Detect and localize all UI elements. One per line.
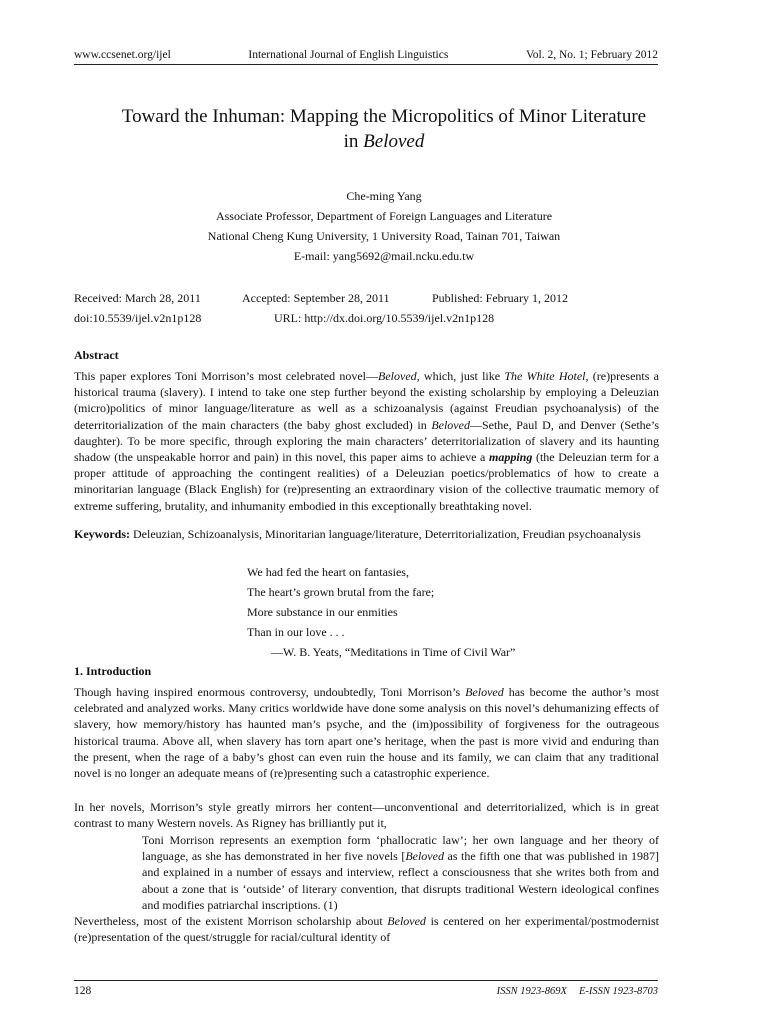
author-address: National Cheng Kung University, 1 University Road, Tainan 701, Taiwan xyxy=(207,229,561,243)
received-date: Received: March 28, 2011 xyxy=(74,291,201,305)
published-date: Published: February 1, 2012 xyxy=(432,291,568,305)
section-heading-introduction: 1. Introduction xyxy=(74,664,152,678)
issn: ISSN 1923-869X xyxy=(496,986,567,997)
journal-site-link[interactable]: www.ccsenet.org/ijel xyxy=(74,49,171,61)
intro-paragraph-2: In her novels, Morrison’s style greatly mirrors her content—unconventional and deterritorialized, which is in great contrast to many Western novels. As Rigney has brilliantly put it, xyxy=(74,800,659,831)
keywords-list: Deleuzian, Schizoanalysis, Minoritarian language/literature, Deterritorialization, Freudian psychoanalysis xyxy=(130,527,641,541)
author-position: Associate Professor, Department of Foreign Languages and Literature xyxy=(215,209,553,223)
title-italic-beloved: Beloved xyxy=(363,131,425,152)
page-number: 128 xyxy=(74,985,92,997)
abstract-text: This paper explores Toni Morrison’s most celebrated novel—Beloved, which, just like The White Hotel, (re)presents a historical trauma (slavery). I intend to take one step further beyond the existing scholarship by employing a Deleuzian (micro)politics of minor language/literature as well as a schizoanalysis (against Freudian psychoanalysis) of the deterritorialization of the main characters (the baby ghost excluded) in Beloved—Sethe, Paul D, and Denver (Sethe’s daughter). To be more specific, through exploring the main characters’ deterritorialization of slavery and its haunting shadow (the unspeakable horror and pain) in this novel, this paper aims to achieve a mapping (the Deleuzian term for a proper attitude of approaching the contingent realities) of a Deleuzian poetics/problematics of how to create a minoritarian language (Black English) for (re)presenting an extraordinary vision of the collective traumatic memory of extreme suffering, brutality, and inhumanity embodied in this exceptionally breathtaking novel. xyxy=(74,369,659,513)
publication-dates xyxy=(74,288,658,328)
epigraph-line: More substance in our enmities xyxy=(247,605,398,619)
title-prefix: in xyxy=(343,131,364,152)
running-footer xyxy=(74,980,658,997)
abstract-heading: Abstract xyxy=(74,348,119,362)
issn-info xyxy=(485,986,658,997)
author-name: Che-ming Yang xyxy=(346,189,422,203)
article-title xyxy=(60,104,708,154)
epigraph-line: Than in our love . . . xyxy=(247,625,345,639)
doi-url-link[interactable]: URL: http://dx.doi.org/10.5539/ijel.v2n1p128 xyxy=(274,311,495,325)
keywords-label: Keywords: xyxy=(74,527,130,541)
epigraph-citation: —W. B. Yeats, “Meditations in Time of Civil War” xyxy=(271,645,516,659)
title-line-2 xyxy=(60,129,708,154)
block-quote: Toni Morrison represents an exemption form ‘phallocratic law’; her own language and her theory of language, as she has demonstrated in her five novels [Beloved as the fifth one that was published in 1987] and explained in a number of essays and interview, reflect a consciousness that she writes both from and about a zone that is ‘outside’ of literary convention, that disrupts traditional Western ideological confines and modifies patriarchal inscriptions. (1) xyxy=(142,833,659,912)
intro-paragraph-1: Though having inspired enormous controversy, undoubtedly, Toni Morrison’s Beloved has become the author’s most celebrated and analyzed works. Many critics worldwide have done some analysis on this novel’s dehumanizing effects of slavery, how memory/history has haunted man’s psyche, and the (im)possibility of forgiveness for the outrageous historical trauma. Above all, when slavery has torn apart one’s heritage, when the past is more vivid and enduring than the present, when the rage of a baby’s ghost can even ruin the house and its family, we can claim that any traditional novel is no longer an adequate means of (re)presenting such a catastrophic experience. xyxy=(74,685,659,781)
title-line-1: Toward the Inhuman: Mapping the Micropolitics of Minor Literature xyxy=(121,106,647,127)
eissn: E-ISSN 1923-8703 xyxy=(578,986,658,997)
running-header xyxy=(74,49,658,65)
journal-name: International Journal of English Linguistics xyxy=(248,49,449,61)
epigraph-line: The heart’s grown brutal from the fare; xyxy=(247,585,435,599)
epigraph-line: We had fed the heart on fantasies, xyxy=(247,565,409,579)
doi: doi:10.5539/ijel.v2n1p128 xyxy=(74,311,202,325)
keywords xyxy=(74,526,659,542)
author-block xyxy=(74,186,694,266)
author-email[interactable]: E-mail: yang5692@mail.ncku.edu.tw xyxy=(293,249,475,263)
accepted-date: Accepted: September 28, 2011 xyxy=(242,291,390,305)
intro-paragraph-3: Nevertheless, most of the existent Morrison scholarship about Beloved is centered on her experimental/postmodernist (re)presentation of the quest/struggle for racial/cultural identity of xyxy=(74,914,659,945)
epigraph xyxy=(247,562,515,662)
issue-info: Vol. 2, No. 1; February 2012 xyxy=(525,49,658,61)
